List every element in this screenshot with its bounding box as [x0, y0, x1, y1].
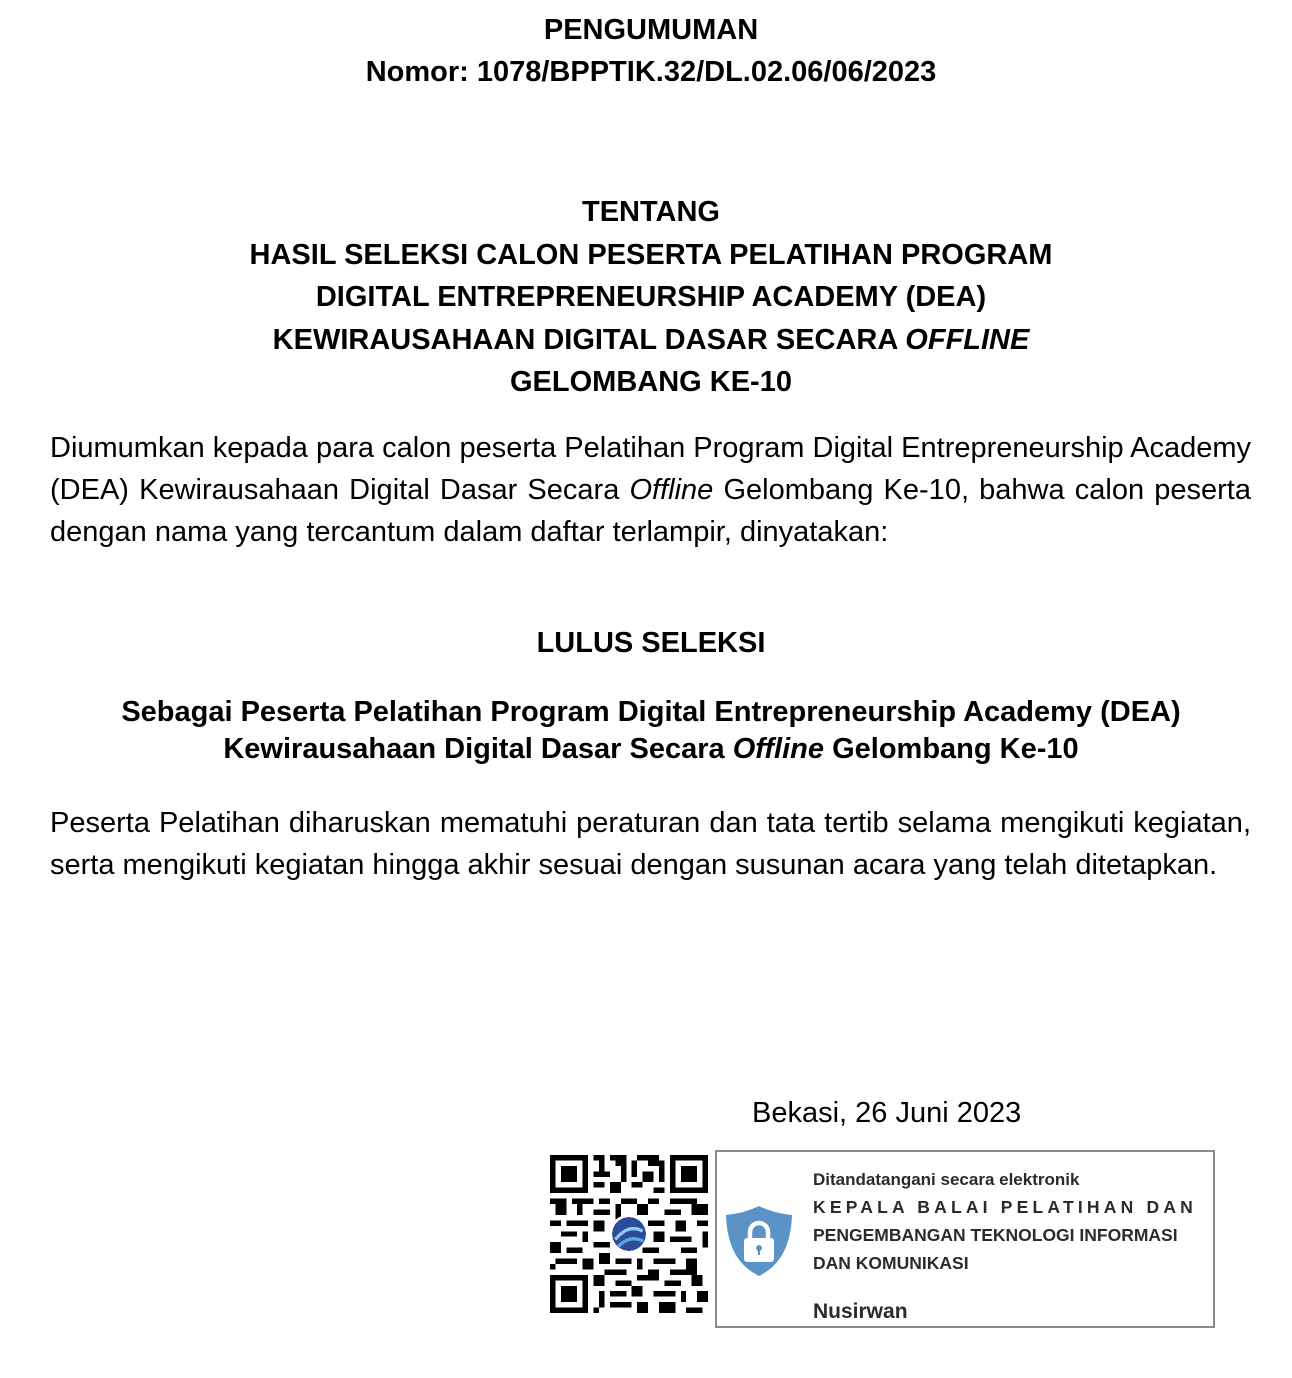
subject-line-italic: OFFLINE	[905, 323, 1030, 356]
intro-text: Gelombang Ke-10, bahwa calon peserta dengan nama yang tercantum dalam daftar terlampir, dinyatakan:	[50, 474, 1251, 548]
subject-line: GELOMBANG KE-10	[510, 366, 792, 398]
announcement-number: Nomor: 1078/BPPTIK.32/DL.02.06/06/2023	[365, 56, 937, 88]
electronic-signature-box	[715, 1150, 1215, 1328]
result-label: LULUS SELEKSI	[536, 627, 766, 659]
qr-code-icon	[550, 1155, 708, 1313]
shield-lock-icon	[724, 1205, 794, 1277]
announcement-title: PENGUMUMAN	[543, 14, 759, 46]
subject-line-text: KEWIRAUSAHAAN DIGITAL DASAR SECARA	[272, 323, 898, 356]
subject-block	[0, 191, 1292, 404]
result-desc-text: Kewirausahaan Digital Dasar Secara	[223, 733, 733, 765]
result-desc-line	[0, 731, 1292, 768]
signature-caption: Ditandatangani secara elektronik	[813, 1170, 1080, 1189]
intro-paragraph	[50, 427, 1251, 553]
signer-position-line: KEPALA BALAI PELATIHAN DAN	[813, 1197, 1198, 1217]
subject-line: HASIL SELEKSI CALON PESERTA PELATIHAN PROGRAM	[249, 238, 1053, 271]
signer-position-line: PENGEMBANGAN TEKNOLOGI INFORMASI	[813, 1225, 1178, 1245]
intro-italic: Offline	[629, 474, 714, 506]
result-description	[0, 694, 1292, 768]
subject-line	[0, 319, 1292, 362]
result-desc-line: Sebagai Peserta Pelatihan Program Digital Entrepreneurship Academy (DEA)	[121, 696, 1181, 728]
signer-position-line: DAN KOMUNIKASI	[813, 1253, 969, 1273]
result-desc-italic: Offline	[732, 733, 825, 765]
place-date: Bekasi, 26 Juni 2023	[752, 1097, 1022, 1129]
result-desc-text: Gelombang Ke-10	[824, 733, 1079, 765]
signer-name: Nusirwan	[813, 1300, 908, 1323]
subject-line: TENTANG	[581, 196, 720, 228]
subject-line: DIGITAL ENTREPRENEURSHIP ACADEMY (DEA)	[315, 281, 987, 313]
intro-text: Diumumkan kepada para calon peserta Pelatihan Program Digital Entrepreneurship Academy (DEA) Kewirausahaan Digital Dasar Secara	[50, 432, 1251, 506]
rules-paragraph: Peserta Pelatihan diharuskan mematuhi peraturan dan tata tertib selama mengikuti kegiatan, serta mengikuti kegiatan hingga akhir sesuai dengan susunan acara yang telah ditetapkan.	[50, 807, 1251, 881]
